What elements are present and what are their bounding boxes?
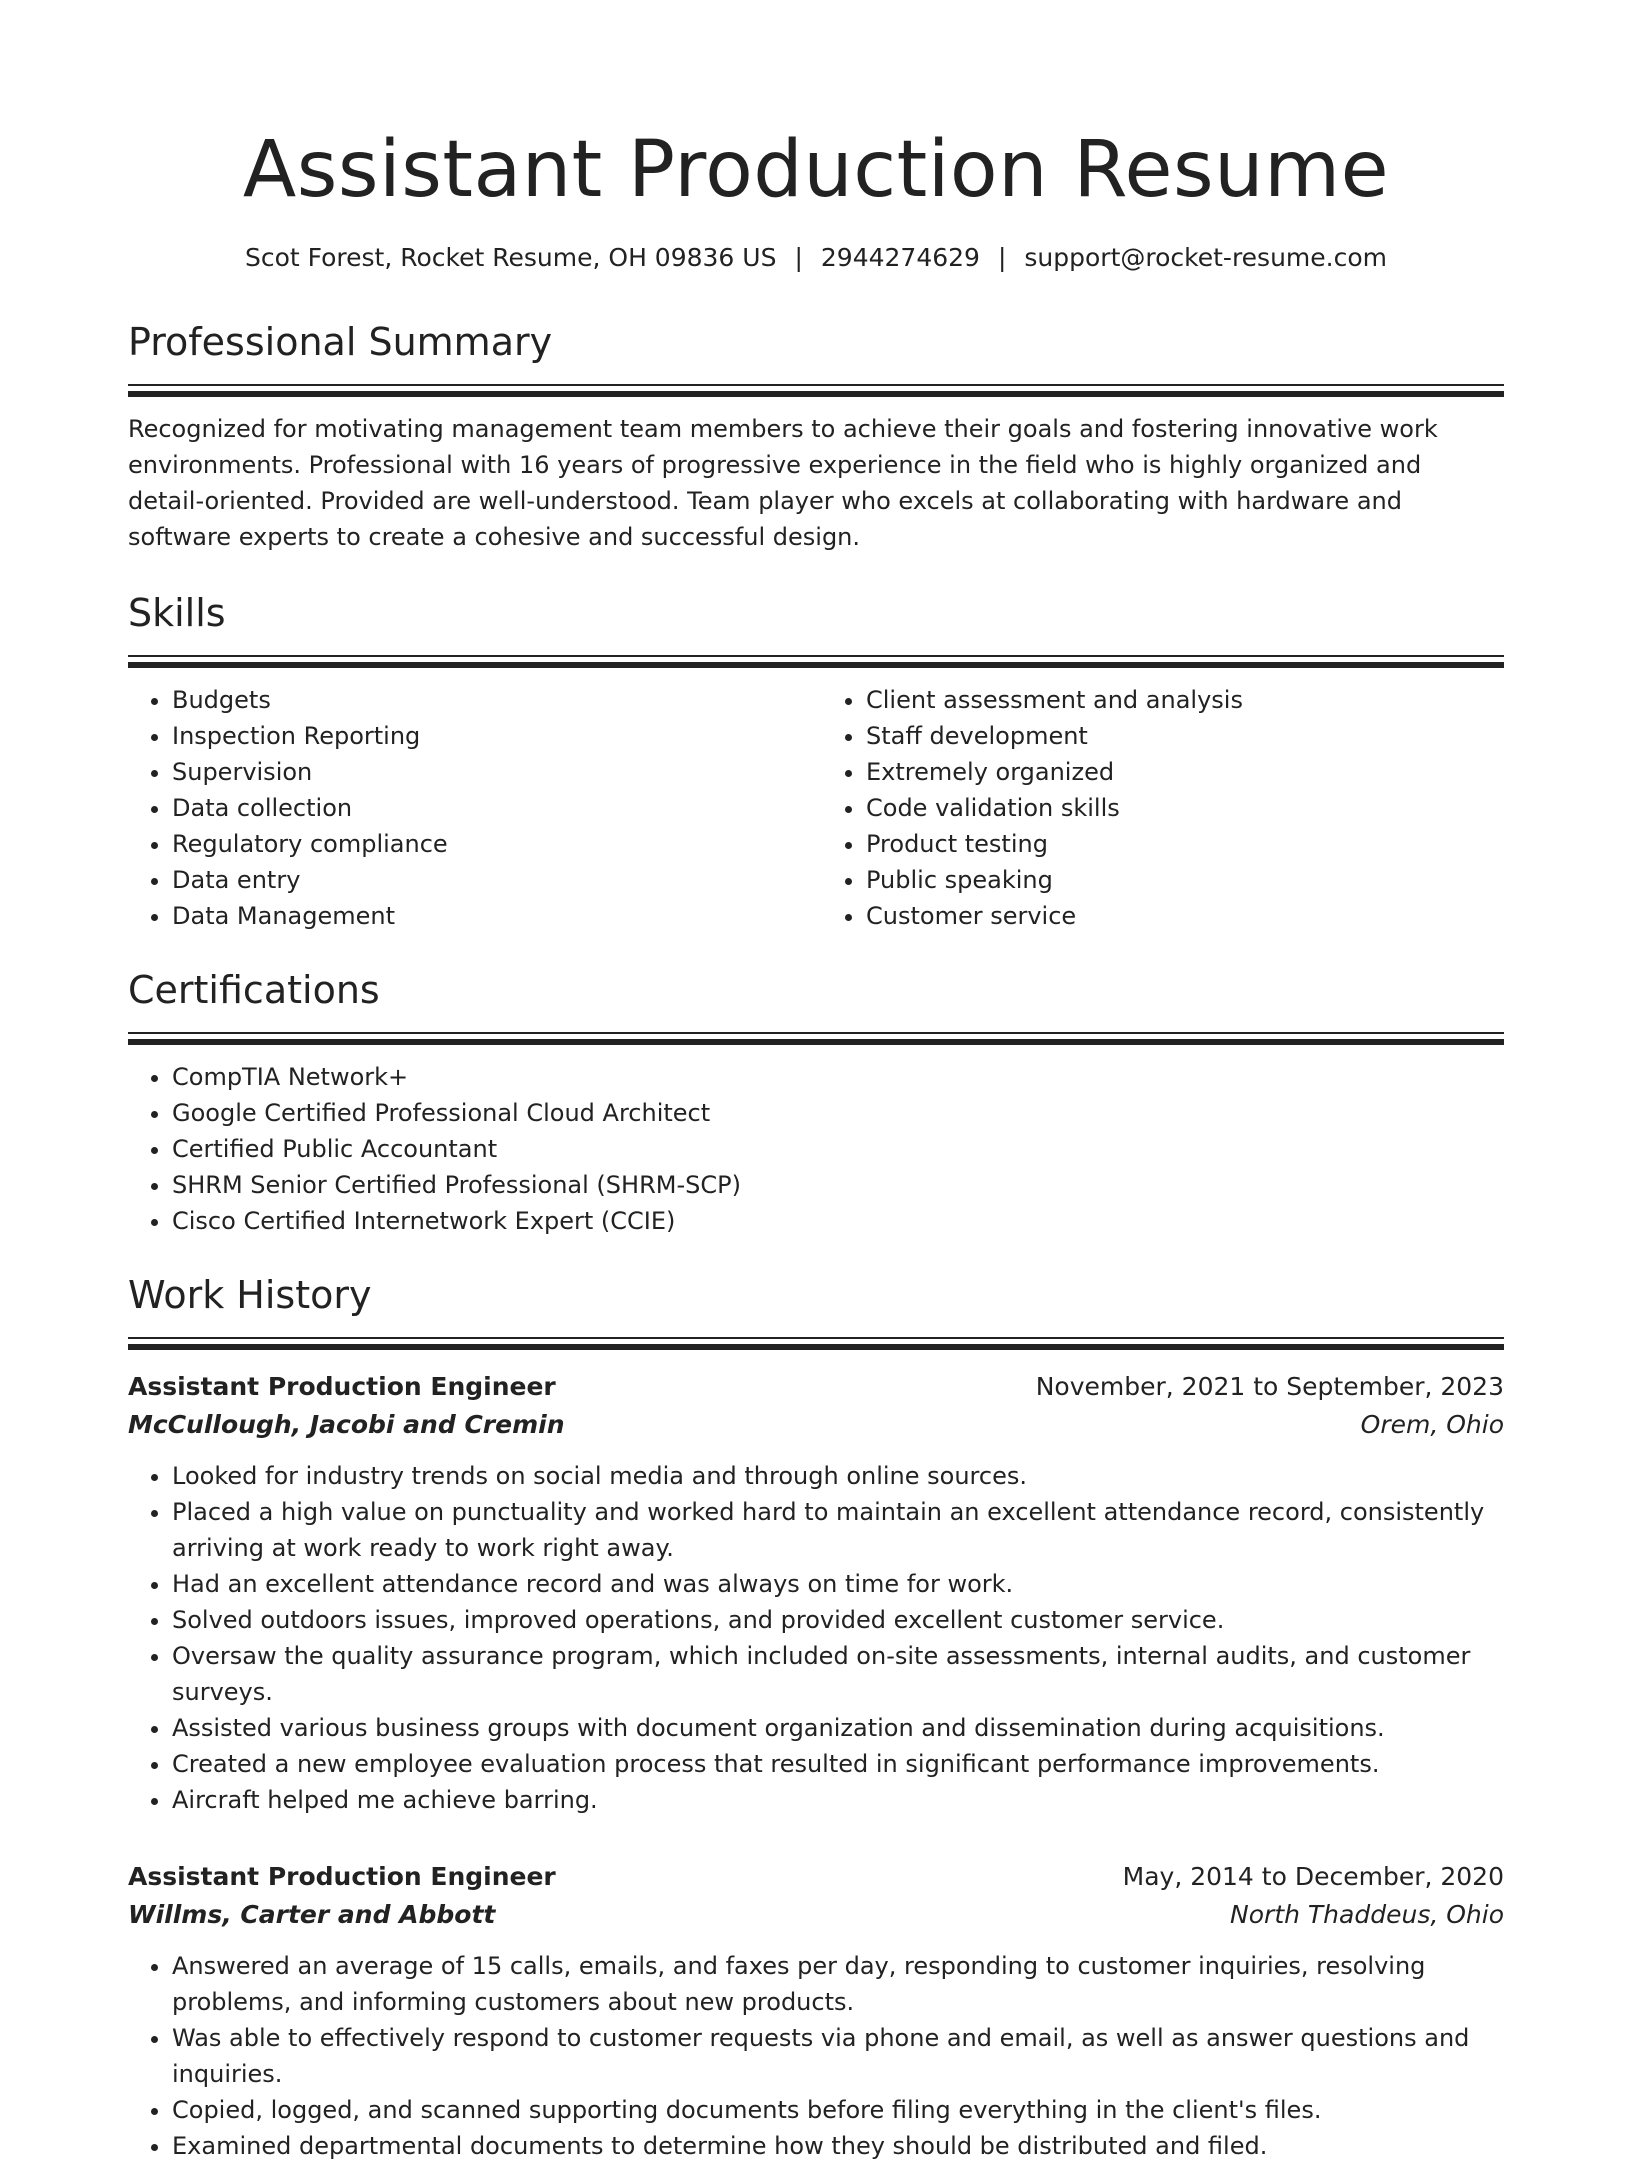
certification-item: • Certified Public Accountant xyxy=(172,1131,1504,1167)
section-heading-summary: Professional Summary xyxy=(128,320,553,364)
skill-item: • Budgets xyxy=(172,682,816,718)
job-duty-item: • Solved outdoors issues, improved operations, and provided excellent customer service. xyxy=(172,1602,1504,1638)
contact-email: support@rocket-resume.com xyxy=(1024,243,1388,272)
job-duty-item: • Aircraft helped me achieve barring. xyxy=(172,1782,1504,1818)
job-duty-item: • Assisted various business groups with document organization and dissemination during acquisitions. xyxy=(172,1710,1504,1746)
skills-grid xyxy=(128,668,1504,934)
work-history-section xyxy=(128,1269,1504,2164)
contact-separator: | xyxy=(794,243,803,272)
skill-item: • Data entry xyxy=(172,862,816,898)
job-company-row xyxy=(128,1896,1504,1934)
section-divider xyxy=(128,655,1504,668)
job-duty-item: • Copied, logged, and scanned supporting documents before filing everything in the client's files. xyxy=(172,2092,1504,2128)
job-dates: November, 2021 to September, 2023 xyxy=(1035,1372,1504,1401)
certifications-list xyxy=(128,1059,1504,1239)
job-location: North Thaddeus, Ohio xyxy=(1230,1900,1504,1929)
job-dates: May, 2014 to December, 2020 xyxy=(1122,1862,1504,1891)
skill-item: • Extremely organized xyxy=(866,754,1504,790)
certification-item: • Cisco Certified Internetwork Expert (CCIE) xyxy=(172,1203,1504,1239)
job-location: Orem, Ohio xyxy=(1360,1410,1504,1439)
skills-section xyxy=(128,587,1504,934)
skill-item: • Supervision xyxy=(172,754,816,790)
resume-page xyxy=(128,0,1504,2164)
job-entry xyxy=(128,1858,1504,2164)
section-divider xyxy=(128,1337,1504,1350)
certification-item: • CompTIA Network+ xyxy=(172,1059,1504,1095)
skills-list-left xyxy=(128,682,816,934)
contact-address: Scot Forest, Rocket Resume, OH 09836 US xyxy=(244,243,777,272)
job-duty-item: • Had an excellent attendance record and was always on time for work. xyxy=(172,1566,1504,1602)
certifications-section xyxy=(128,964,1504,1239)
job-duty-item: • Answered an average of 15 calls, emails, and faxes per day, responding to customer inquiries, resolving problems, and informing customers about new products. xyxy=(172,1948,1504,2020)
certification-item: • Google Certified Professional Cloud Architect xyxy=(172,1095,1504,1131)
skill-item: • Staff development xyxy=(866,718,1504,754)
section-divider xyxy=(128,384,1504,397)
summary-text: Recognized for motivating management team members to achieve their goals and fostering innovative work environments. Professional with 16 years of progressive experience in the field who is highly organized and detail-oriented. Provided are well-understood. Team player who excels at collaborating with hardware and software experts to create a cohesive and successful design. xyxy=(128,415,1438,551)
skill-item: • Inspection Reporting xyxy=(172,718,816,754)
job-duty-item: • Looked for industry trends on social media and through online sources. xyxy=(172,1458,1504,1494)
job-company: McCullough, Jacobi and Cremin xyxy=(128,1410,565,1439)
skill-item: • Regulatory compliance xyxy=(172,826,816,862)
job-title: Assistant Production Engineer xyxy=(128,1862,556,1891)
skill-item: • Client assessment and analysis xyxy=(866,682,1504,718)
skills-list-right xyxy=(816,682,1504,934)
skill-item: • Customer service xyxy=(866,898,1504,934)
job-duty-item: • Created a new employee evaluation process that resulted in significant performance improvements. xyxy=(172,1746,1504,1782)
job-duty-item: • Oversaw the quality assurance program, which included on-site assessments, internal audits, and customer surveys. xyxy=(172,1638,1504,1710)
contact-separator: | xyxy=(997,243,1007,272)
job-duty-item: • Was able to effectively respond to customer requests via phone and email, as well as answer questions and inquiries. xyxy=(172,2020,1504,2092)
job-duties-list xyxy=(128,1948,1504,2164)
skill-item: • Data Management xyxy=(172,898,816,934)
contact-line xyxy=(128,240,1504,276)
job-duty-item: • Examined departmental documents to determine how they should be distributed and filed. xyxy=(172,2128,1504,2164)
section-heading-skills: Skills xyxy=(128,591,226,635)
skill-item: • Public speaking xyxy=(866,862,1504,898)
job-company: Willms, Carter and Abbott xyxy=(128,1900,496,1929)
skill-item: • Code validation skills xyxy=(866,790,1504,826)
section-heading-work-history: Work History xyxy=(128,1273,372,1317)
section-heading-certifications: Certifications xyxy=(128,968,380,1012)
skill-item: • Data collection xyxy=(172,790,816,826)
section-divider xyxy=(128,1032,1504,1045)
contact-phone: 2944274629 xyxy=(820,243,980,272)
skill-item: • Product testing xyxy=(866,826,1504,862)
job-header-row xyxy=(128,1368,1504,1406)
job-duties-list xyxy=(128,1458,1504,1818)
professional-summary-section xyxy=(128,316,1504,555)
job-title: Assistant Production Engineer xyxy=(128,1372,556,1401)
job-duty-item: • Placed a high value on punctuality and worked hard to maintain an excellent attendance record, consistently arriving at work ready to work right away. xyxy=(172,1494,1504,1566)
page-title: Assistant Production Resume xyxy=(242,125,1390,215)
job-entry xyxy=(128,1368,1504,1818)
job-company-row xyxy=(128,1406,1504,1444)
certification-item: • SHRM Senior Certified Professional (SHRM-SCP) xyxy=(172,1167,1504,1203)
job-header-row xyxy=(128,1858,1504,1896)
